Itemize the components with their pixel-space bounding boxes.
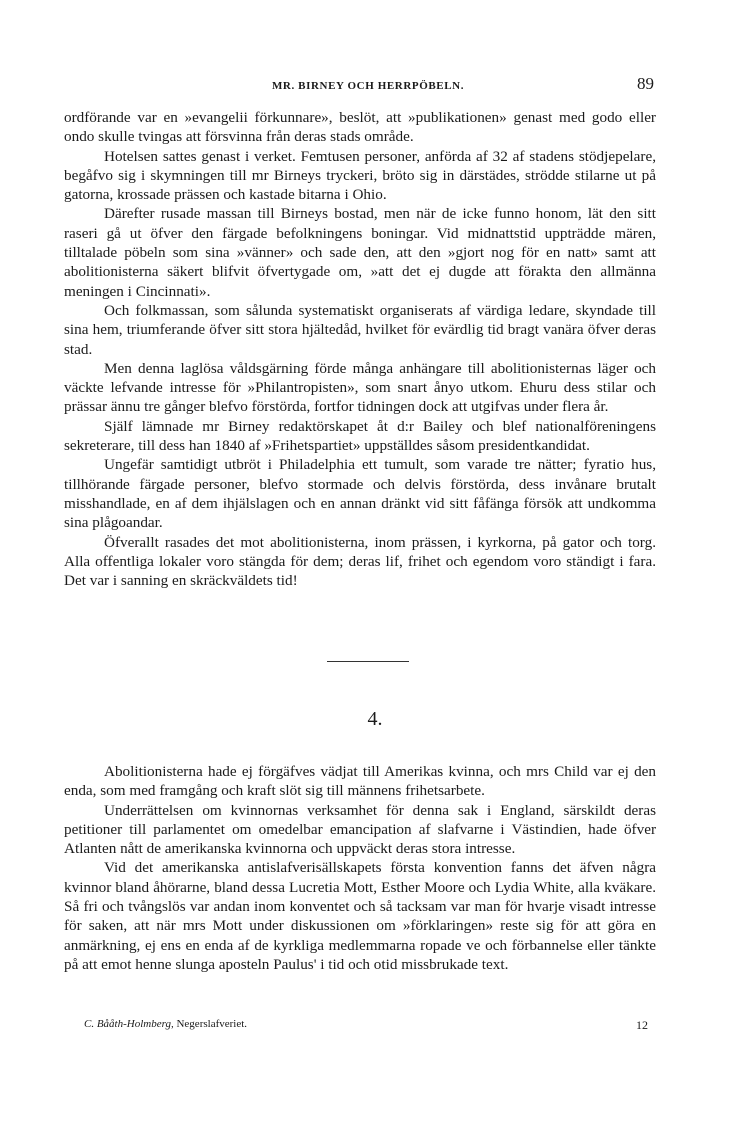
footer-author: C. Bååth-Holmberg, bbox=[84, 1018, 174, 1030]
paragraph: Ungefär samtidigt utbröt i Philadelphia ett tumult, som varade tre nätter; fyratio hus, tillhörande färgade personer, blefvo stormade och delvis förstörda, dess invånare brutalt misshandlade, en af dem ihjälslagen och en annan dränkt vid sitt fåfänga försök att undkomma sina plågoandar. bbox=[64, 456, 656, 532]
running-title: MR. BIRNEY OCH HERRPÖBELN. bbox=[271, 80, 465, 92]
running-head bbox=[76, 74, 660, 98]
paragraph: Men denna laglösa våldsgärning förde många anhängare till abolitionisternas läger och väckte lefvande intresse för »Philantropisten», som snart ånyo utkom. Ehuru dess stilar och prässar ännu tre gånger blefvo förstörda, fortfor tidningen dock att utgifvas under flera år. bbox=[64, 359, 656, 416]
sheet-number: 12 bbox=[636, 1018, 648, 1032]
paragraph: Underrättelsen om kvinnornas verksamhet för denna sak i England, särskildt deras petitioner till parlamentet om omedelbar emancipation af slafvarne i Västindien, hade öfver Atlanten nått de amerikanska kvinnorna och uppväckt deras stora intresse. bbox=[64, 801, 656, 858]
paragraph: Öfverallt rasades det mot abolitionisterna, inom prässen, i kyrkorna, på gator och torg. Alla offentliga lokaler voro stängda för dem; deras lif, frihet och egendom voro ständigt i fara. Det var i sanning en skräckväldets tid! bbox=[64, 533, 656, 590]
footer-title: Negerslafveriet. bbox=[176, 1018, 248, 1030]
page-number: 89 bbox=[637, 74, 654, 93]
paragraph: Och folkmassan, som sålunda systematiskt organiserats af värdiga ledare, skyndade till sina hem, triumferande öfver sitt stora hjältedåd, hvilket för evärdlig tid bragt vanära öfver deras stad. bbox=[64, 301, 656, 358]
paragraph: Hotelsen sattes genast i verket. Femtusen personer, anförda af 32 af stadens stödjepelare, begåfvo sig i skymningen till mr Birneys tryckeri, bröto sig in därstädes, strödde stilarne ut på gatorna, krossade prässen och kastade bitarna i Ohio. bbox=[64, 147, 656, 204]
paragraph: Vid det amerikanska antislafverisällskapets första konvention fanns det äfven några kvinnor bland åhörarne, bland dessa Lucretia Mott, Esther Moore och Lydia White, alla kväkare. Så fri och tvångslös var andan inom konventet och så tacksam var man för hvarje visadt intresse för saken, att när mrs Mott under diskussionen om »förklaringen» reste sig för att göra en anmärkning, ej ens en enda af de kyrkliga medlemmarna ropade ve och förbannelse eller tänkte på att emot henne slunga aposteln Paulus' i tid och otid missbrukade text. bbox=[64, 859, 656, 973]
text-block-top bbox=[64, 108, 656, 590]
footer-signature bbox=[84, 1018, 247, 1030]
paragraph: ordförande var en »evangelii förkunnare», beslöt, att »publikationen» genast med godo eller ondo skulle tvingas att försvinna från deras stads område. bbox=[64, 109, 656, 146]
paragraph: Abolitionisterna hade ej förgäfves vädjat till Amerikas kvinna, och mrs Child var ej den enda, som med framgång och kraft slöt sig till männens frihetsarbete. bbox=[64, 763, 656, 800]
section-divider bbox=[327, 661, 409, 662]
section-number: 4. bbox=[367, 708, 383, 730]
paragraph: Själf lämnade mr Birney redaktörskapet åt d:r Bailey och blef nationalföreningens sekreterare, till dess han 1840 af »Frihetspartiet» uppställdes såsom presidentkandidat. bbox=[64, 417, 656, 455]
paragraph: Därefter rusade massan till Birneys bostad, men när de icke funno honom, lät den sitt raseri gå ut öfver den färgade befolkningens boningar. Vid midnattstid uppträdde mären, tilltalade pöbeln som sina »vänner» och sade den, att den »gjort nog för en natt» samt att abolitionisterna säkert blifvit öfvertygade om, »att det ej dugde att förakta den allmänna meningen i Cincinnati». bbox=[64, 205, 656, 300]
text-block-bottom bbox=[64, 762, 656, 974]
